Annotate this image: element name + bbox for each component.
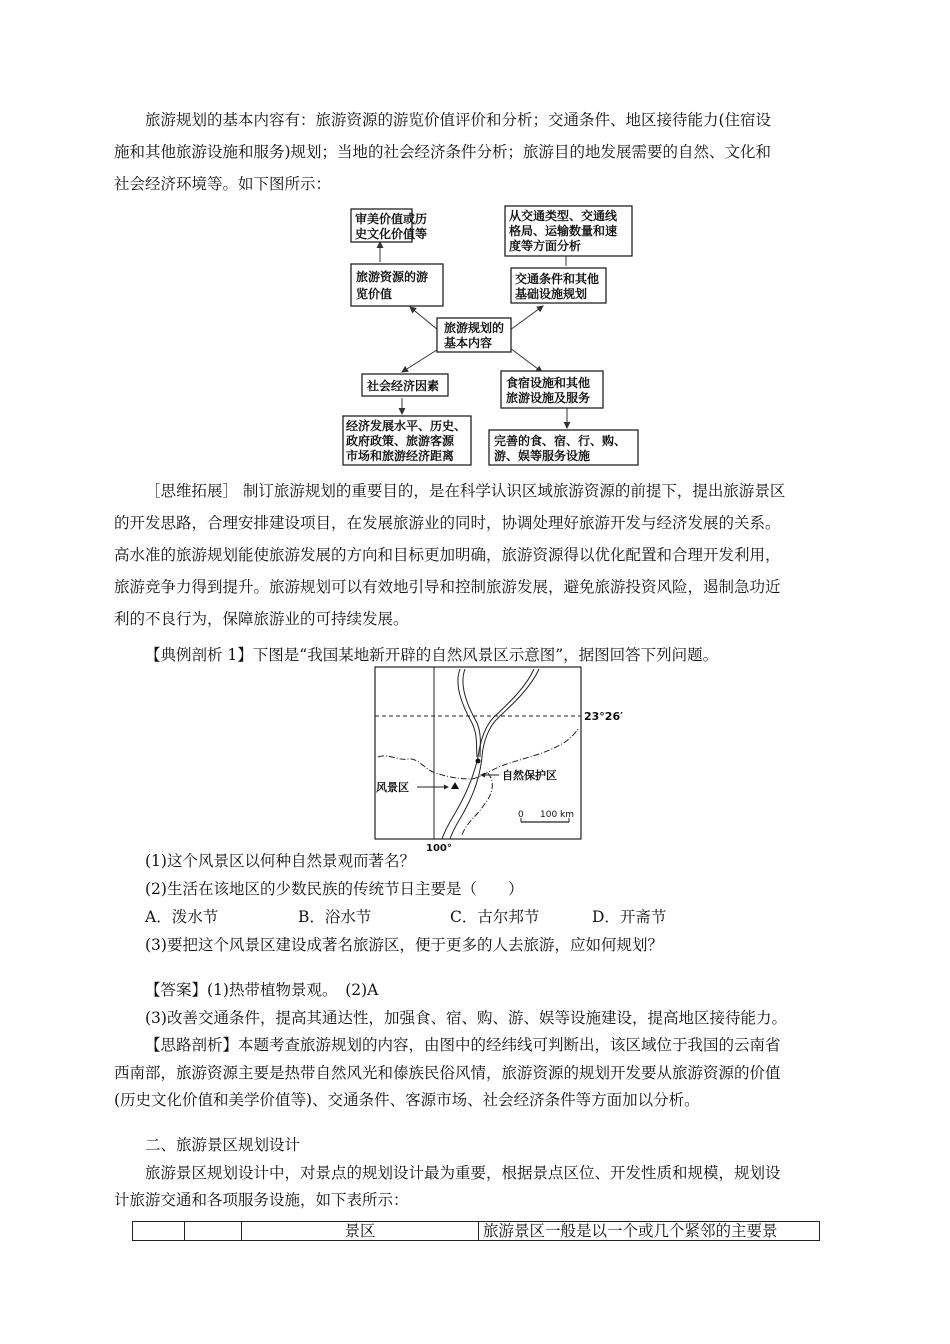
planning-table (132, 1221, 820, 1241)
box-b2-l1: 交通条件和其他 (515, 272, 600, 286)
answer-line-1: 【答案】(1)热带植物景观。 (2)A (145, 981, 379, 999)
latitude-label: 23°26′ (584, 710, 624, 723)
box-aesthetic-value (351, 209, 427, 242)
extension-line-3: 高水准的旅游规划能使旅游发展的方向和目标更加明确，旅游资源得以优化配置和合理开发利用， (114, 546, 781, 564)
table-cell-scenic-area: 景区 (242, 1222, 479, 1241)
box-c2-l3: 市场和旅游经济距离 (346, 449, 455, 463)
box-economic-factors (343, 416, 471, 465)
question-2: (2)生活在该地区的少数民族的传统节日主要是（ ） (145, 880, 524, 898)
box-resource-value (351, 264, 443, 306)
analysis-line-1: 【思路剖析】本题考查旅游规划的内容，由图中的经纬线可判断出，该区域位于我国的云南省 (145, 1036, 781, 1054)
box-b2-l2: 基础设施规划 (515, 287, 588, 301)
box-a2-l2: 览价值 (356, 287, 393, 301)
table-row (133, 1222, 820, 1241)
box-service-facilities (489, 430, 638, 465)
question-1: (1)这个风景区以何种自然景观而著名？ (145, 852, 415, 870)
section2-title: 二、旅游景区规划设计 (145, 1136, 301, 1154)
longitude-label: 100° (426, 843, 452, 854)
intro-line-3: 社会经济环境等。如下图所示： (114, 175, 332, 193)
box-center-l1: 旅游规划的 (444, 321, 505, 335)
box-d2-l1: 完善的食、宿、行、购、 (494, 434, 627, 448)
scale-zero: 0 (518, 810, 524, 820)
box-lodging-facilities (501, 371, 603, 408)
scale-label: 100 km (540, 810, 575, 820)
box-b1-l2: 格局、运输数量和速 (509, 224, 618, 238)
box-c2-l2: 政府政策、旅游客源 (346, 434, 455, 448)
answer-line-2: (3)改善交通条件，提高其通达性，加强食、宿、购、游、娱等设施建设，提高地区接待能力。 (145, 1009, 787, 1027)
extension-line-4: 旅游竞争力得到提升。旅游规划可以有效地引导和控制旅游发展，避免旅游投资风险，遏制急功近 (114, 578, 781, 596)
box-center-l2: 基本内容 (444, 336, 493, 350)
planning-content-diagram (330, 200, 650, 470)
box-c1-l1: 社会经济因素 (367, 379, 440, 393)
box-a1-l1: 审美价值或历 (355, 212, 428, 226)
analysis-line-3: (历史文化价值和美学价值等)、交通条件、客源市场、社会经济条件等方面加以分析。 (114, 1091, 700, 1109)
intro-line-2: 施和其他旅游设施和服务)规划；当地的社会经济条件分析；旅游目的地发展需要的自然、文化和 (114, 143, 772, 161)
extension-line-2: 的开发思路，合理安排建设项目，在发展旅游业的同时，协调处理好旅游开发与经济发展的关系。 (114, 514, 781, 532)
nature-reserve-marker (476, 759, 481, 764)
analysis-line-2: 西南部，旅游资源主要是热带自然风光和傣族民俗风情，旅游资源的规划开发要从旅游资源的价值 (114, 1064, 781, 1082)
scenic-area-map (374, 665, 636, 855)
box-transport-planning (511, 268, 606, 303)
box-b1-l3: 度等方面分析 (509, 239, 582, 253)
table-cell-description: 旅游景区一般是以一个或几个紧邻的主要景 (479, 1222, 820, 1241)
box-d2-l2: 游、娱等服务设施 (494, 449, 591, 463)
box-c2-l1: 经济发展水平、历史、 (346, 419, 467, 433)
box-socioeconomic (362, 374, 448, 396)
question-3: (3)要把这个风景区建设成著名旅游区，便于更多的人去旅游，应如何规划？ (145, 936, 663, 954)
table-cell (133, 1222, 185, 1241)
box-transport-analysis (505, 206, 632, 256)
box-planning-content (437, 318, 511, 352)
intro-line-1: 旅游规划的基本内容有：旅游资源的游览价值评价和分析；交通条件、地区接待能力(住宿设 (145, 111, 772, 129)
option-c: C．古尔邦节 (450, 908, 540, 926)
extension-line-1: ［思维拓展］ 制订旅游规划的重要目的，是在科学认识区域旅游资源的前提下，提出旅游景区 (145, 482, 786, 500)
option-d: D．开斋节 (592, 908, 667, 926)
option-a: A．泼水节 (145, 908, 219, 926)
box-d1-l2: 旅游设施及服务 (506, 391, 591, 405)
scenic-area-label: 风景区 (376, 781, 409, 794)
section2-line-2: 计旅游交通和各项服务设施，如下表所示： (114, 1191, 409, 1209)
table-cell (185, 1222, 242, 1241)
box-a2-l1: 旅游资源的游 (356, 270, 429, 284)
nature-reserve-label: 自然保护区 (502, 769, 557, 782)
option-b: B．浴水节 (298, 908, 372, 926)
extension-line-5: 利的不良行为，保障旅游业的可持续发展。 (114, 610, 409, 628)
box-d1-l1: 食宿设施和其他 (506, 376, 591, 390)
section2-line-1: 旅游景区规划设计中，对景点的规划设计最为重要，根据景点区位、开发性质和规模，规划设 (145, 1164, 781, 1182)
box-b1-l1: 从交通类型、交通线 (509, 209, 618, 223)
box-a1-l2: 史文化价值等 (355, 227, 428, 241)
example-heading: 【典例剖析 1】下图是“我国某地新开辟的自然风景区示意图”，据图回答下列问题。 (145, 646, 719, 664)
